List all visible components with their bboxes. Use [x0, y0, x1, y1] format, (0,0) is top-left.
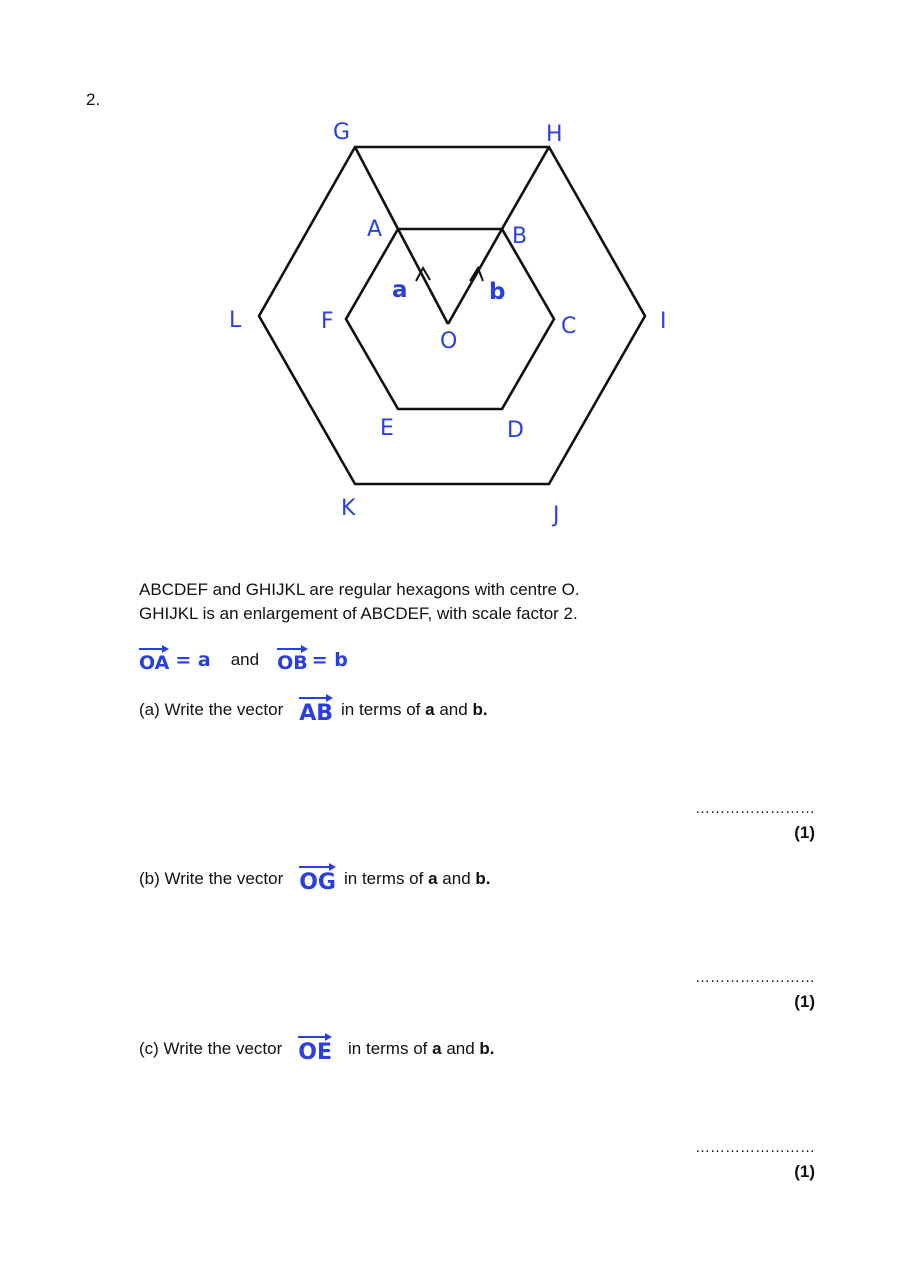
- equals-b: = b: [311, 649, 348, 671]
- label-k: K: [341, 496, 356, 521]
- part-b-mark: (1): [794, 992, 815, 1011]
- vector-ab-notation: AB: [299, 695, 333, 726]
- question-number: 2.: [86, 90, 101, 109]
- label-c: C: [561, 314, 577, 339]
- vector-ob-notation: OB: [277, 646, 308, 674]
- statement-1: ABCDEF and GHIJKL are regular hexagons with centre O.: [139, 580, 580, 599]
- label-b: B: [512, 224, 528, 249]
- part-a-answer-line[interactable]: ……………………: [695, 800, 815, 817]
- label-vector-b: b: [489, 279, 506, 305]
- part-a-question: (a) Write the vector AB in terms of a and b.: [139, 693, 488, 727]
- label-f: F: [321, 309, 334, 334]
- label-l: L: [229, 308, 242, 333]
- part-c-question: (c) Write the vector OE in terms of a and b.: [139, 1032, 495, 1066]
- hexagon-diagram: [0, 0, 900, 560]
- label-i: I: [660, 309, 667, 334]
- label-g: G: [333, 120, 351, 145]
- line-h-b: [502, 147, 549, 229]
- label-j: J: [553, 503, 560, 528]
- part-c-mark: (1): [794, 1162, 815, 1181]
- label-d: D: [507, 418, 524, 443]
- vector-oe-notation: OE: [298, 1034, 332, 1065]
- part-a-mark: (1): [794, 823, 815, 842]
- part-b-answer-line[interactable]: ……………………: [695, 969, 815, 986]
- equals-a: = a: [175, 649, 211, 671]
- label-h: H: [546, 122, 563, 147]
- label-a: A: [367, 217, 383, 242]
- vector-oa-notation: OA: [139, 646, 169, 674]
- part-c-answer-line[interactable]: ……………………: [695, 1139, 815, 1156]
- label-o: O: [440, 329, 458, 354]
- label-e: E: [380, 416, 394, 441]
- statement-2: GHIJKL is an enlargement of ABCDEF, with scale factor 2.: [139, 604, 578, 623]
- label-vector-a: a: [392, 277, 408, 303]
- part-b-question: (b) Write the vector OG in terms of a and b.: [139, 862, 491, 896]
- vector-og-notation: OG: [299, 864, 336, 895]
- vector-definitions: [139, 645, 348, 675]
- and-word: and: [230, 650, 260, 669]
- vector-ob: [448, 229, 502, 324]
